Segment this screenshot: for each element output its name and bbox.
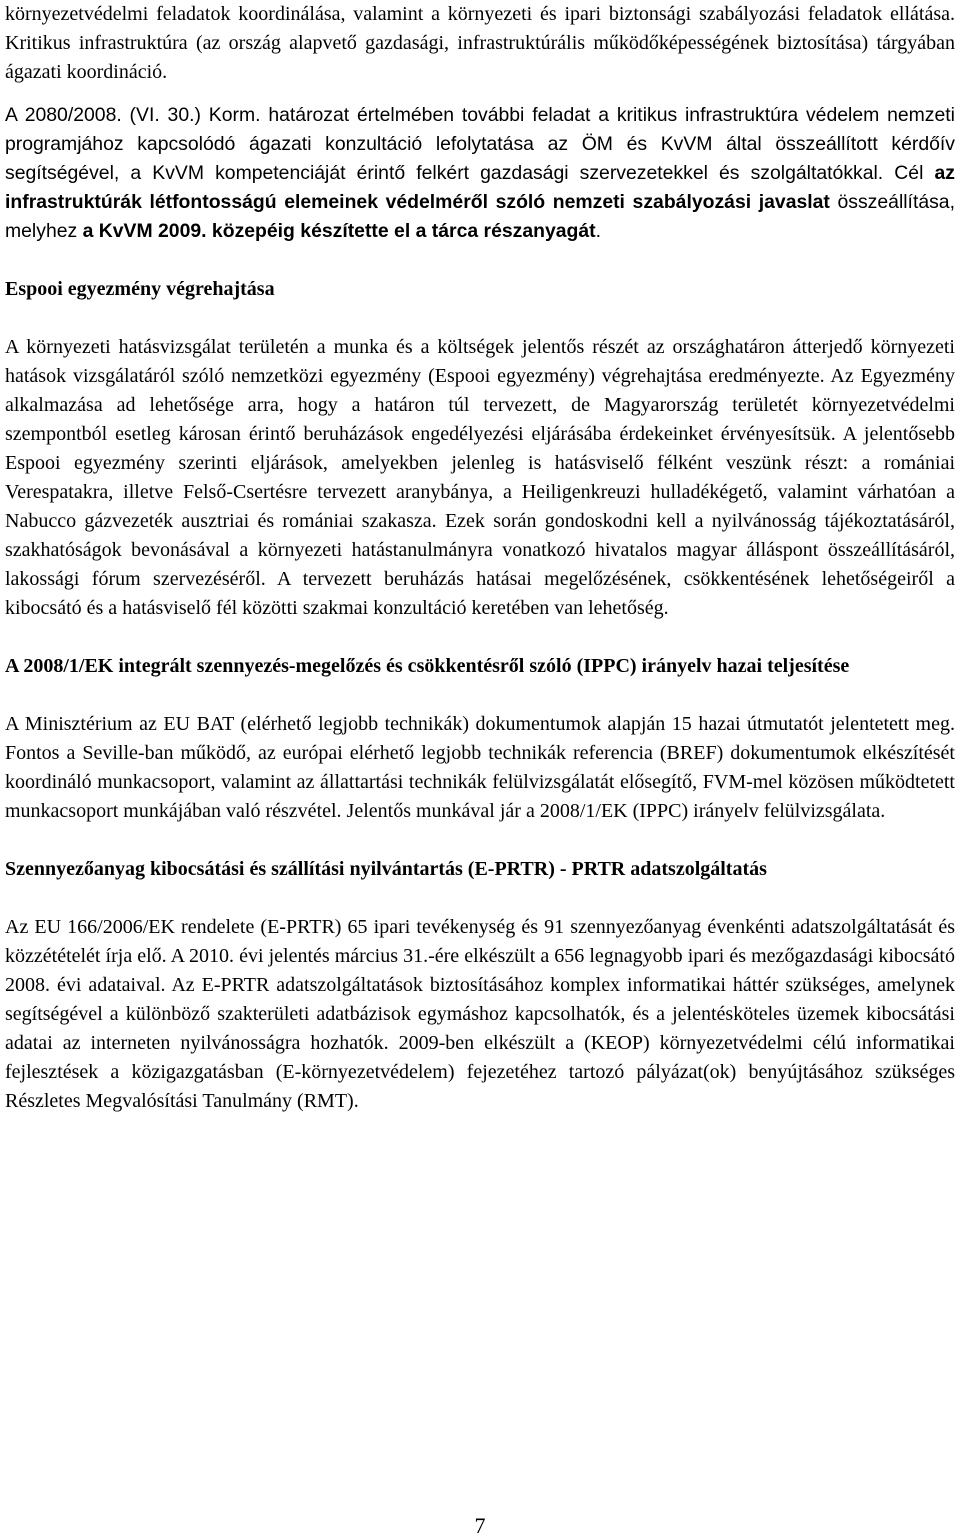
intro-paragraph: környezetvédelmi feladatok koordinálása, valamint a környezeti és ipari biztonsági szabályozási feladatok ellátása. Kritikus infrastruktúra (az ország alapvető gazdasági, infrastruktúrális működőképességének biztosítása) tárgyában ágazati koordináció.: [5, 3, 955, 83]
osszeallitas-text: összeállítása, melyhez: [5, 191, 955, 242]
spacer: [5, 623, 955, 652]
korm-text: A 2080/2008. (VI. 30.) Korm. határozat értelmében további feladat a kritikus infrastruktúra védelem nemzeti programjához kapcsolódó ágazati konzultáció lefolytatása az ÖM és KvVM által összeállított kérdőív segítségével, a KvVM kompetenciáját érintő felkért gazdasági szervezetekkel és szolgáltatókkal.: [5, 104, 955, 184]
eprtr-heading: Szennyezőanyag kibocsátási és szállítási nyilvántartás (E-PRTR) - PRTR adatszolgáltatás: [5, 858, 767, 880]
eprtr-body: Az EU 166/2006/EK rendelete (E-PRTR) 65 ipari tevékenység és 91 szennyezőanyag évenkénti adatszolgáltatását és közzétételét írja elő. A 2010. évi jelentés március 31.-ére elkészült a 656 legnagyobb ipari és mezőgazdasági kibocsátó 2008. évi adataival. Az E-PRTR adatszolgáltatások biztosításához komplex informatikai háttér szükséges, amelynek segítségével a különböző szakterületi adatbázisok egymáshoz kapcsolhatók, és a jelentésköteles üzemek kibocsátási adatai az interneten nyilvánosságra hozhatók. 2009-ben elkészült a (KEOP) környezetvédelmi célú informatikai fejlesztések a közigazgatásban (E-környezetvédelem) fejezetéhez tartozó pályázat(ok) benyújtásához szükséges Részletes Megvalósítási Tanulmány (RMT).: [5, 916, 955, 1112]
spacer: [5, 246, 955, 275]
spacer: [5, 87, 955, 101]
cel-bold-text: az infrastruktúrák létfontosságú elemeinek védelméről szóló nemzeti szabályozási javaslat: [5, 162, 955, 213]
korm-hatarozat-paragraph: [5, 101, 955, 246]
spacer: [5, 884, 955, 913]
ippc-body: A Minisztérium az EU BAT (elérhető legjobb technikák) dokumentumok alapján 15 hazai útmutatót jelentetett meg. Fontos a Seville-ban működő, az európai elérhető legjobb technikák referencia (BREF) dokumentumok elkészítését koordináló munkacsoport, valamint az állattartási technikák felülvizsgálatát elősegítő, FVM-mel közösen működtetett munkacsoport munkájában való részvétel. Jelentős munkával jár a 2008/1/EK (IPPC) irányelv felülvizsgálata.: [5, 713, 955, 822]
espoo-heading: Espooi egyezmény végrehajtása: [5, 278, 275, 300]
spacer: [5, 826, 955, 855]
cel-label: Cél: [883, 162, 935, 184]
period: .: [595, 220, 602, 242]
ippc-heading: A 2008/1/EK integrált szennyezés-megelőzés és csökkentésről szóló (IPPC) irányelv hazai teljesítése: [5, 655, 850, 677]
kvvm-bold-text: a KvVM 2009. közepéig készítette el a tárca részanyagát: [82, 220, 596, 242]
document-page: [5, 0, 955, 1116]
spacer: [5, 304, 955, 333]
page-number: 7: [474, 1513, 486, 1538]
spacer: [5, 681, 955, 710]
espoo-body: A környezeti hatásvizsgálat területén a munka és a költségek jelentős részét az országhatáron átterjedő környezeti hatások vizsgálatáról szóló nemzetközi egyezmény (Espooi egyezmény) végrehajtása eredményezte. Az Egyezmény alkalmazása ad lehetősége arra, hogy a határon túl tervezett, de Magyarország területét környezetvédelmi szempontból esetleg károsan érintő beruházások engedélyezési eljárásába érdekeinket érvényesítsük. A jelentősebb Espooi egyezmény szerinti eljárások, amelyekben jelenleg is hatásviselő félként veszünk részt: a romániai Verespatakra, illetve Felső-Csertésre tervezett aranybánya, a Heiligenkreuzi hulladékégető, valamint várhatóan a Nabucco gázvezeték ausztriai és romániai szakasza. Ezek során gondoskodni kell a nyilvánosság tájékoztatásáról, szakhatóságok bevonásával a környezeti hatástanulmányra vonatkozó hivatalos magyar álláspont összeállításáról, lakossági fórum szervezéséről. A tervezett beruházás hatásai megelőzésének, csökkentésének lehetőségeiről a kibocsátó és a hatásviselő fél közötti szakmai konzultáció keretében van lehetőség.: [5, 336, 955, 619]
